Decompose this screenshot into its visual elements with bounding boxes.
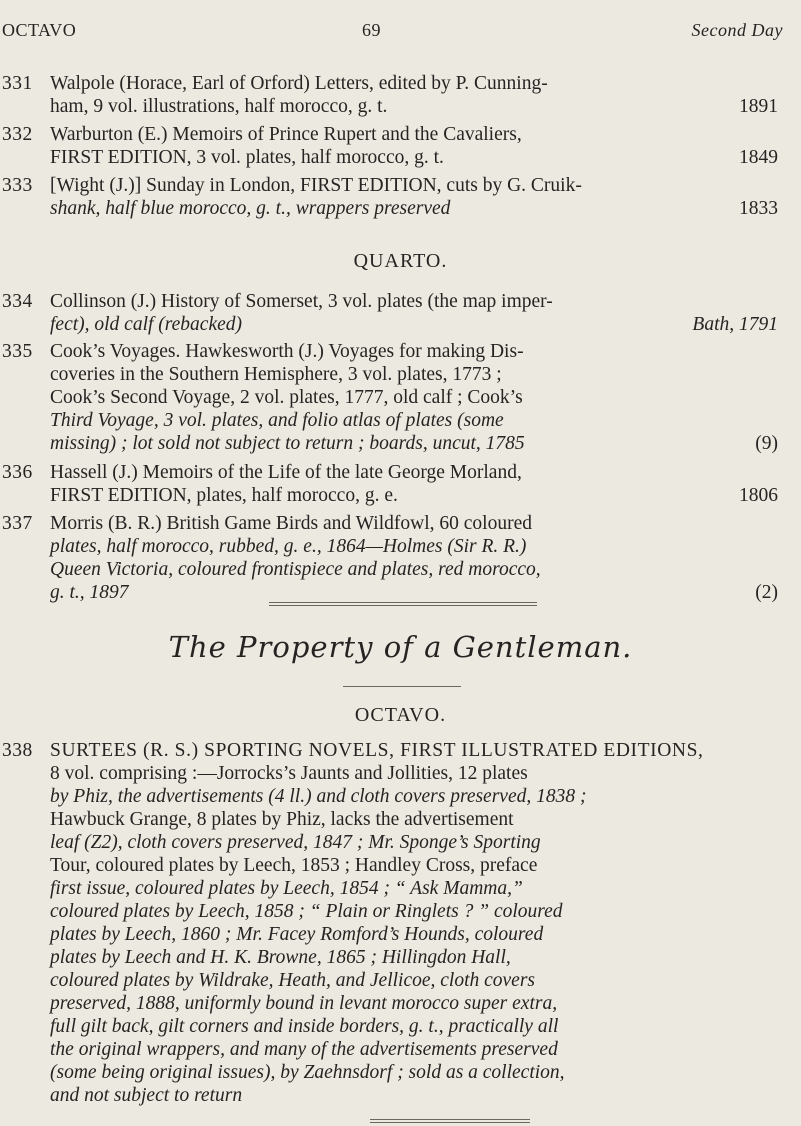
lot-text-line: and not subject to return <box>50 1085 243 1106</box>
lot-text-line: Cook’s Voyages. Hawkesworth (J.) Voyages for making Dis- <box>50 341 524 362</box>
lot-text-line: Third Voyage, 3 vol. plates, and folio atlas of plates (some <box>50 410 504 431</box>
property-heading: The Property of a Gentleman. <box>168 630 633 664</box>
lot-text-line: (some being original issues), by Zaehnsdorf ; sold as a collection, <box>50 1062 565 1083</box>
lot-text-line: Queen Victoria, coloured frontispiece and plates, red morocco, <box>50 559 541 580</box>
lot-text-line: coveries in the Southern Hemisphere, 3 vol. plates, 1773 ; <box>50 364 502 385</box>
lot-text-line: FIRST EDITION, 3 vol. plates, half morocco, g. t. <box>50 147 444 168</box>
lot-text-line: the original wrappers, and many of the advertisements preserved <box>50 1039 558 1060</box>
section-heading-octavo: OCTAVO. <box>354 704 447 726</box>
lot-text-line: Tour, coloured plates by Leech, 1853 ; Handley Cross, preface <box>50 855 538 876</box>
lot-337 <box>0 512 778 604</box>
lot-text-line: [Wight (J.)] Sunday in London, FIRST EDITION, cuts by G. Cruik- <box>50 175 582 196</box>
lot-text-line: missing) ; lot sold not subject to return ; boards, uncut, 1785 <box>50 433 525 454</box>
lot-text-line: leaf (Z2), cloth covers preserved, 1847 ; Mr. Sponge’s Sporting <box>50 832 541 853</box>
lot-text-line: Collinson (J.) History of Somerset, 3 vol. plates (the map imper- <box>50 291 553 312</box>
running-head-right: Second Day <box>691 20 783 40</box>
short-rule <box>343 686 461 687</box>
lot-text-line: coloured plates by Leech, 1858 ; “ Plain or Ringlets ? ” coloured <box>50 901 563 922</box>
lot-number: 336 <box>2 462 33 483</box>
lot-333 <box>0 174 778 220</box>
page-number: 69 <box>362 20 381 40</box>
lot-date: 1806 <box>739 485 778 506</box>
lot-text-line: shank, half blue morocco, g. t., wrappers preserved <box>50 198 451 219</box>
lot-text-line: full gilt back, gilt corners and inside borders, g. t., practically all <box>50 1016 559 1037</box>
running-head <box>2 20 783 41</box>
lot-text-line: ham, 9 vol. illustrations, half morocco, g. t. <box>50 96 388 117</box>
lot-number: 334 <box>2 291 33 312</box>
lot-text-line: by Phiz, the advertisements (4 ll.) and cloth covers preserved, 1838 ; <box>50 786 587 807</box>
lot-335 <box>0 340 778 455</box>
lot-332 <box>0 123 778 169</box>
lot-date: 1849 <box>739 147 778 168</box>
lot-text-line: plates by Leech and H. K. Browne, 1865 ; Hillingdon Hall, <box>50 947 511 968</box>
lot-number: 332 <box>2 124 33 145</box>
lot-text-line: fect), old calf (rebacked) <box>50 314 243 335</box>
lot-number: 333 <box>2 175 33 196</box>
section-heading-quarto: QUARTO. <box>353 250 448 272</box>
lot-date: 1891 <box>739 96 778 117</box>
lot-text-line: Morris (B. R.) British Game Birds and Wildfowl, 60 coloured <box>50 513 532 534</box>
lot-text-line: g. t., 1897 <box>50 582 129 603</box>
lot-338 <box>0 739 778 1107</box>
lot-text-line: preserved, 1888, uniformly bound in levant morocco super extra, <box>50 993 558 1014</box>
lot-text-line: Warburton (E.) Memoirs of Prince Rupert and the Cavaliers, <box>50 124 522 145</box>
lot-date: 1833 <box>739 198 778 219</box>
section-divider-rule <box>269 602 537 606</box>
lot-331 <box>0 72 778 118</box>
running-head-left: OCTAVO <box>2 20 77 40</box>
lot-text-line: 8 vol. comprising :—Jorrocks’s Jaunts and Jollities, 12 plates <box>50 763 528 784</box>
lot-336 <box>0 461 778 507</box>
lot-text-line: plates, half morocco, rubbed, g. e., 1864—Holmes (Sir R. R.) <box>50 536 527 557</box>
lot-text-line: first issue, coloured plates by Leech, 1854 ; “ Ask Mamma,” <box>50 878 523 899</box>
lot-number: 338 <box>2 740 33 761</box>
lot-count: (9) <box>755 433 778 454</box>
lot-text-line: SURTEES (R. S.) SPORTING NOVELS, FIRST ILLUSTRATED EDITIONS, <box>50 740 704 761</box>
lot-number: 337 <box>2 513 33 534</box>
lot-count: (2) <box>755 582 778 603</box>
lot-number: 335 <box>2 341 33 362</box>
lot-text-line: FIRST EDITION, plates, half morocco, g. e. <box>50 485 398 506</box>
lot-text-line: Cook’s Second Voyage, 2 vol. plates, 1777, old calf ; Cook’s <box>50 387 523 408</box>
lot-number: 331 <box>2 73 33 94</box>
lot-date: Bath, 1791 <box>692 314 778 335</box>
lot-text-line: Hawbuck Grange, 8 plates by Phiz, lacks the advertisement <box>50 809 514 830</box>
lot-text-line: plates by Leech, 1860 ; Mr. Facey Romford’s Hounds, coloured <box>50 924 544 945</box>
lot-text-line: coloured plates by Wildrake, Heath, and Jellicoe, cloth covers <box>50 970 536 991</box>
lot-334 <box>0 290 778 336</box>
lot-text-line: Walpole (Horace, Earl of Orford) Letters, edited by P. Cunning- <box>50 73 548 94</box>
lot-text-line: Hassell (J.) Memoirs of the Life of the late George Morland, <box>50 462 522 483</box>
end-rule <box>370 1119 530 1123</box>
